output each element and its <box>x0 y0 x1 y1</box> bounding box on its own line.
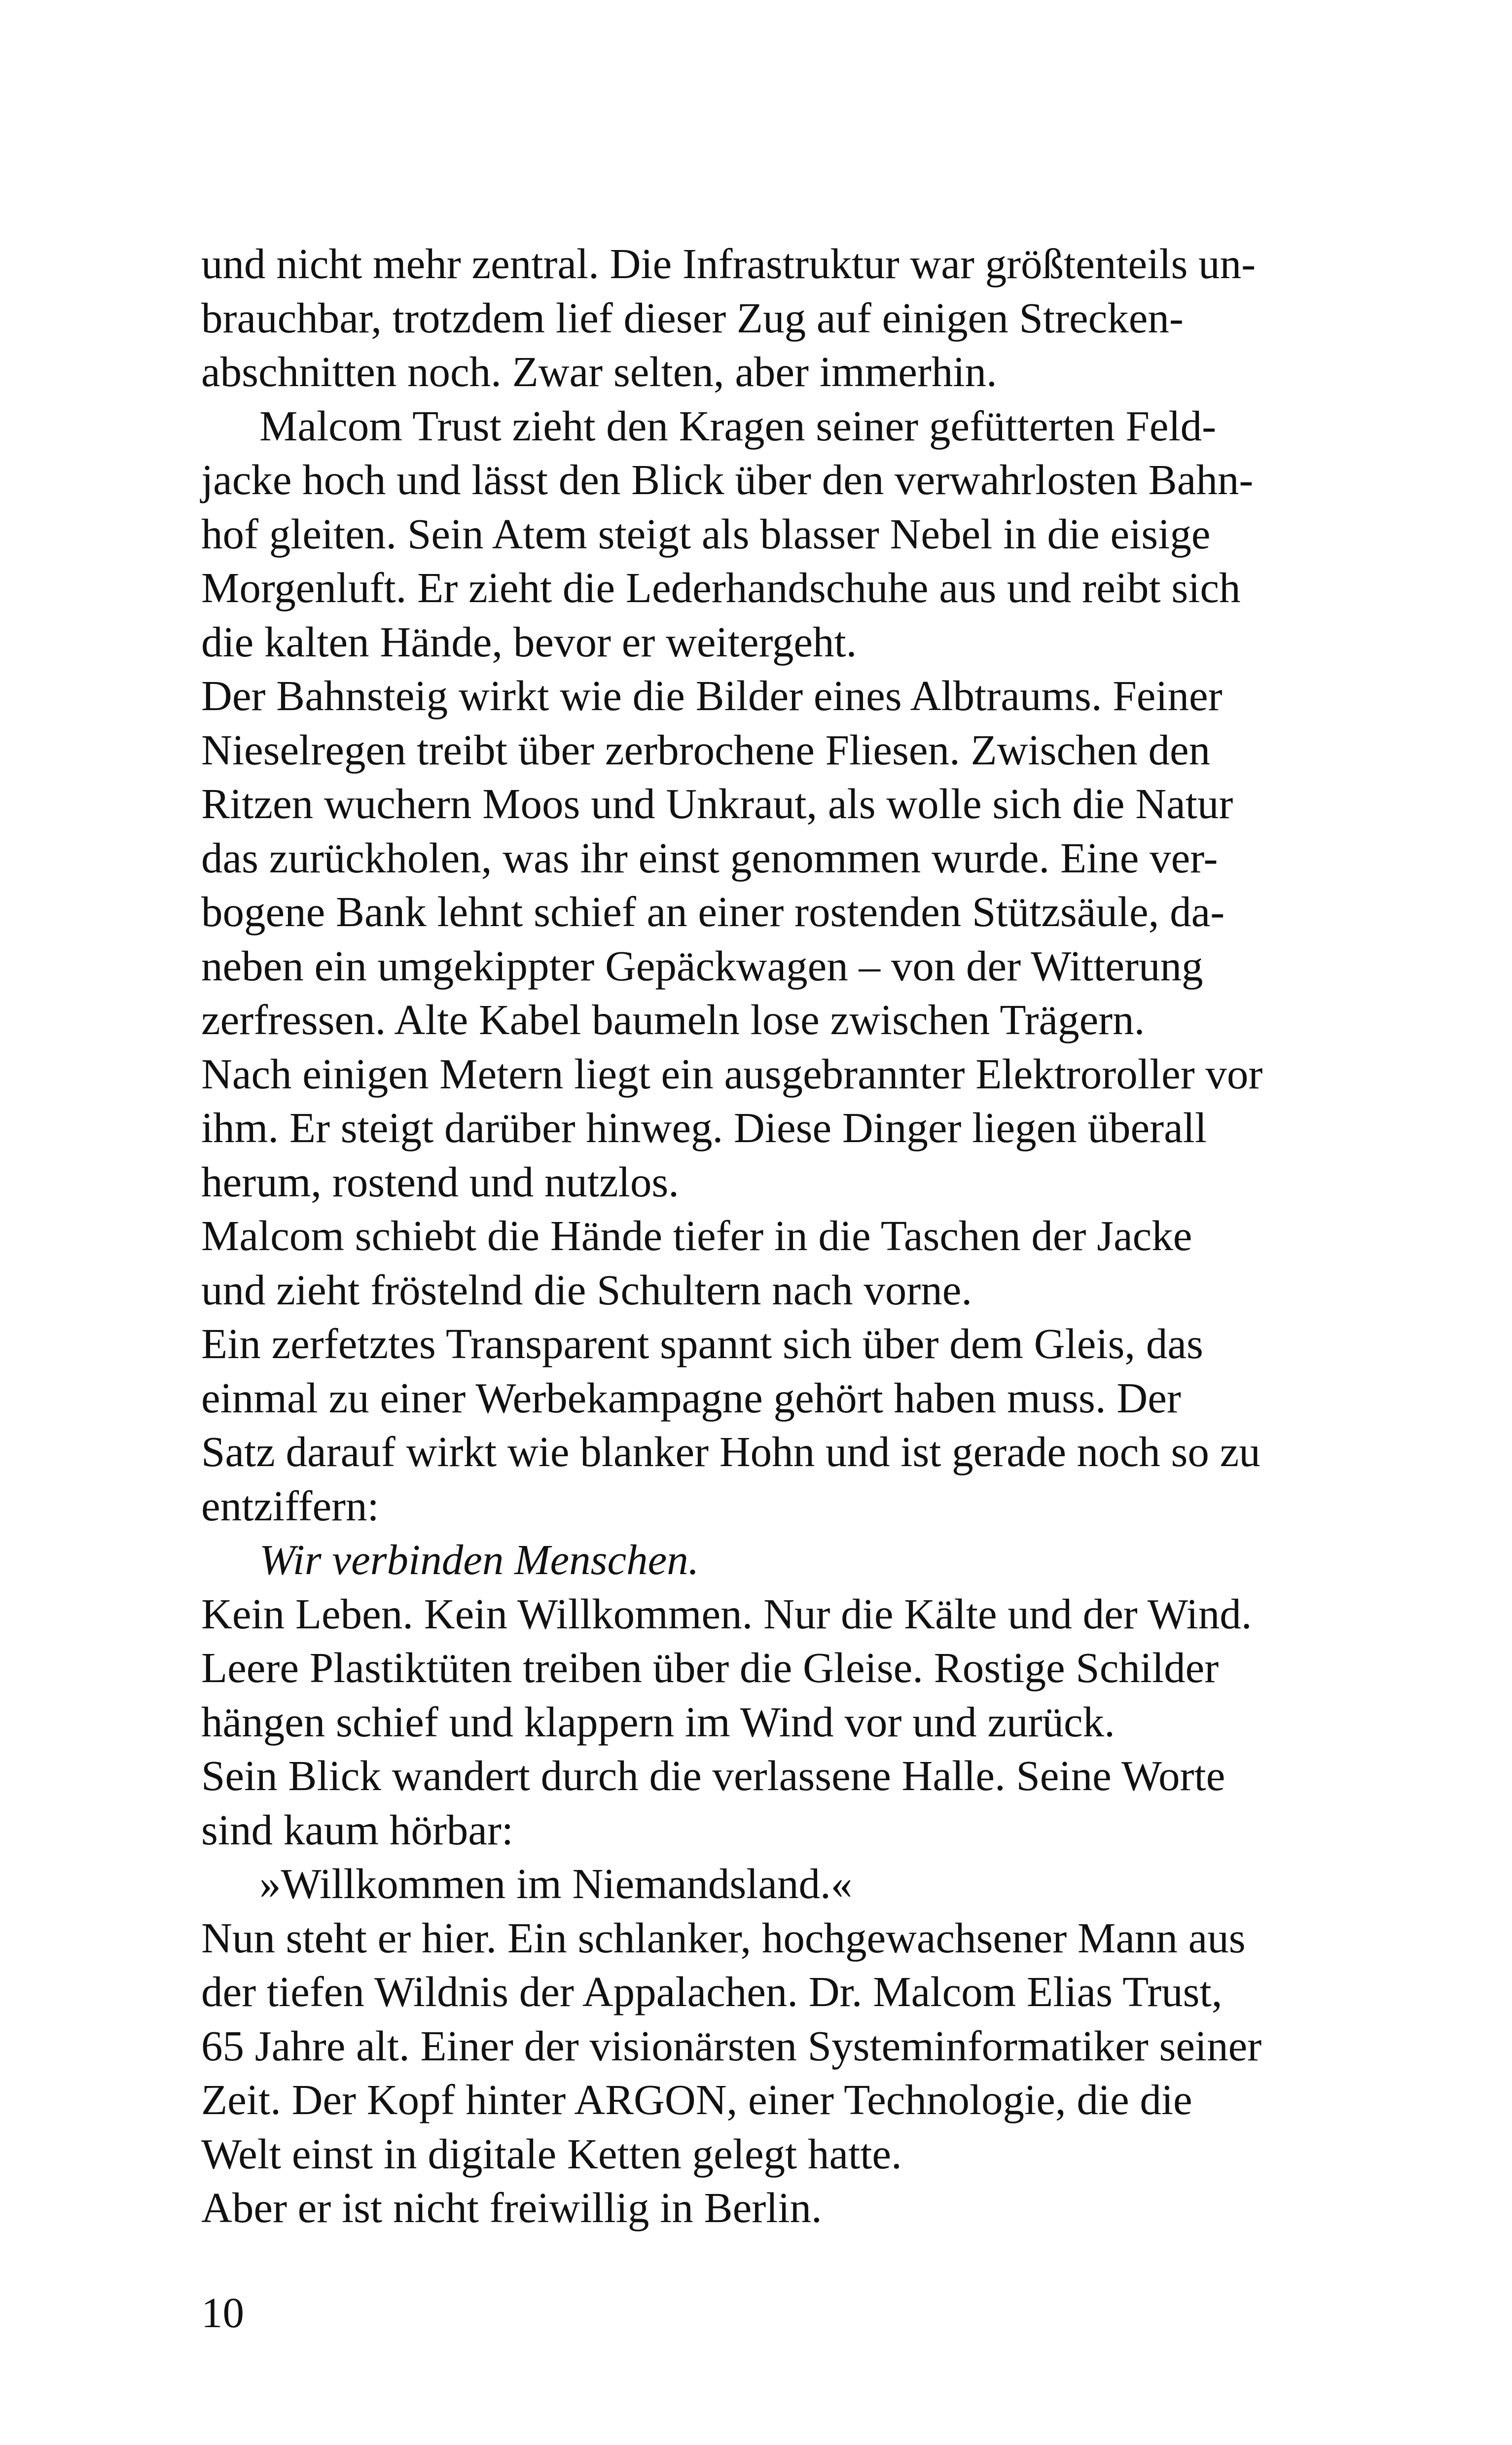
text-line: zerfressen. Alte Kabel baumeln lose zwischen Trägern. <box>201 996 1145 1043</box>
body-text <box>201 237 1261 2235</box>
text-line: ihm. Er steigt darüber hinweg. Diese Dinger liegen überall <box>201 1104 1207 1151</box>
text-line: und zieht fröstelnd die Schultern nach vorne. <box>201 1265 972 1314</box>
text-line: Malcom schiebt die Hände tiefer in die Taschen der Jacke <box>201 1212 1192 1259</box>
text-line: Satz darauf wirkt wie blanker Hohn und ist gerade noch so zu <box>201 1428 1260 1475</box>
text-line: 65 Jahre alt. Einer der visionärsten Systeminformatiker seiner <box>201 2021 1262 2070</box>
text-line: die kalten Hände, bevor er weitergeht. <box>201 617 857 666</box>
text-line: Welt einst in digitale Ketten gelegt hatte. <box>201 2129 902 2178</box>
text-line: bogene Bank lehnt schief an einer rostenden Stützsäule, da- <box>201 888 1225 935</box>
text-line: neben ein umgekippter Gepäckwagen – von der Witterung <box>201 941 1203 990</box>
text-line: Ritzen wuchern Moos und Unkraut, als wolle sich die Natur <box>201 780 1233 827</box>
text-line: Der Bahnsteig wirkt wie die Bilder eines Albtraums. Feiner <box>201 672 1223 719</box>
text-line: abschnitten noch. Zwar selten, aber immerhin. <box>201 348 997 396</box>
text-line: Wir verbinden Menschen. <box>259 1536 699 1583</box>
text-line: Kein Leben. Kein Willkommen. Nur die Kälte und der Wind. <box>201 1589 1252 1638</box>
text-line: Morgenluft. Er zieht die Lederhandschuhe aus und reibt sich <box>201 564 1241 611</box>
text-line: Malcom Trust zieht den Kragen seiner gefütterten Feld- <box>259 401 1217 450</box>
text-line: hof gleiten. Sein Atem steigt als blasser Nebel in die eisige <box>201 509 1211 558</box>
text-line: Sein Blick wandert durch die verlassene Halle. Seine Worte <box>201 1752 1225 1799</box>
text-line: und nicht mehr zentral. Die Infrastruktur war größtenteils un- <box>201 240 1256 288</box>
text-line: Ein zerfetztes Transparent spannt sich über dem Gleis, das <box>201 1320 1203 1367</box>
text-line: jacke hoch und lässt den Blick über den verwahrlosten Bahn- <box>201 456 1254 503</box>
text-line: Leere Plastiktüten treiben über die Gleise. Rostige Schilder <box>201 1644 1219 1691</box>
text-line: Zeit. Der Kopf hinter ARGON, einer Technologie, die die <box>201 2076 1192 2123</box>
text-line: »Willkommen im Niemandsland.« <box>259 1860 853 1907</box>
text-line: herum, rostend und nutzlos. <box>201 1157 679 1206</box>
text-line: einmal zu einer Werbekampagne gehört haben muss. Der <box>201 1373 1181 1422</box>
text-line: das zurückholen, was ihr einst genommen wurde. Eine ver- <box>201 833 1218 882</box>
text-line: brauchbar, trotzdem lief dieser Zug auf einigen Strecken- <box>201 293 1184 342</box>
page-number: 10 <box>201 2289 244 2337</box>
text-line: sind kaum hörbar: <box>201 1805 514 1854</box>
text-line: Nieselregen treibt über zerbrochene Fliesen. Zwischen den <box>201 725 1211 774</box>
text-line: der tiefen Wildnis der Appalachen. Dr. Malcom Elias Trust, <box>201 1968 1223 2015</box>
text-line: Aber er ist nicht freiwillig in Berlin. <box>201 2184 822 2231</box>
text-line: Nach einigen Metern liegt ein ausgebrannter Elektroroller vor <box>201 1049 1263 1098</box>
text-line: Nun steht er hier. Ein schlanker, hochgewachsener Mann aus <box>201 1913 1246 1962</box>
text-line: entziffern: <box>201 1481 379 1530</box>
text-line: hängen schief und klappern im Wind vor und zurück. <box>201 1697 1115 1746</box>
